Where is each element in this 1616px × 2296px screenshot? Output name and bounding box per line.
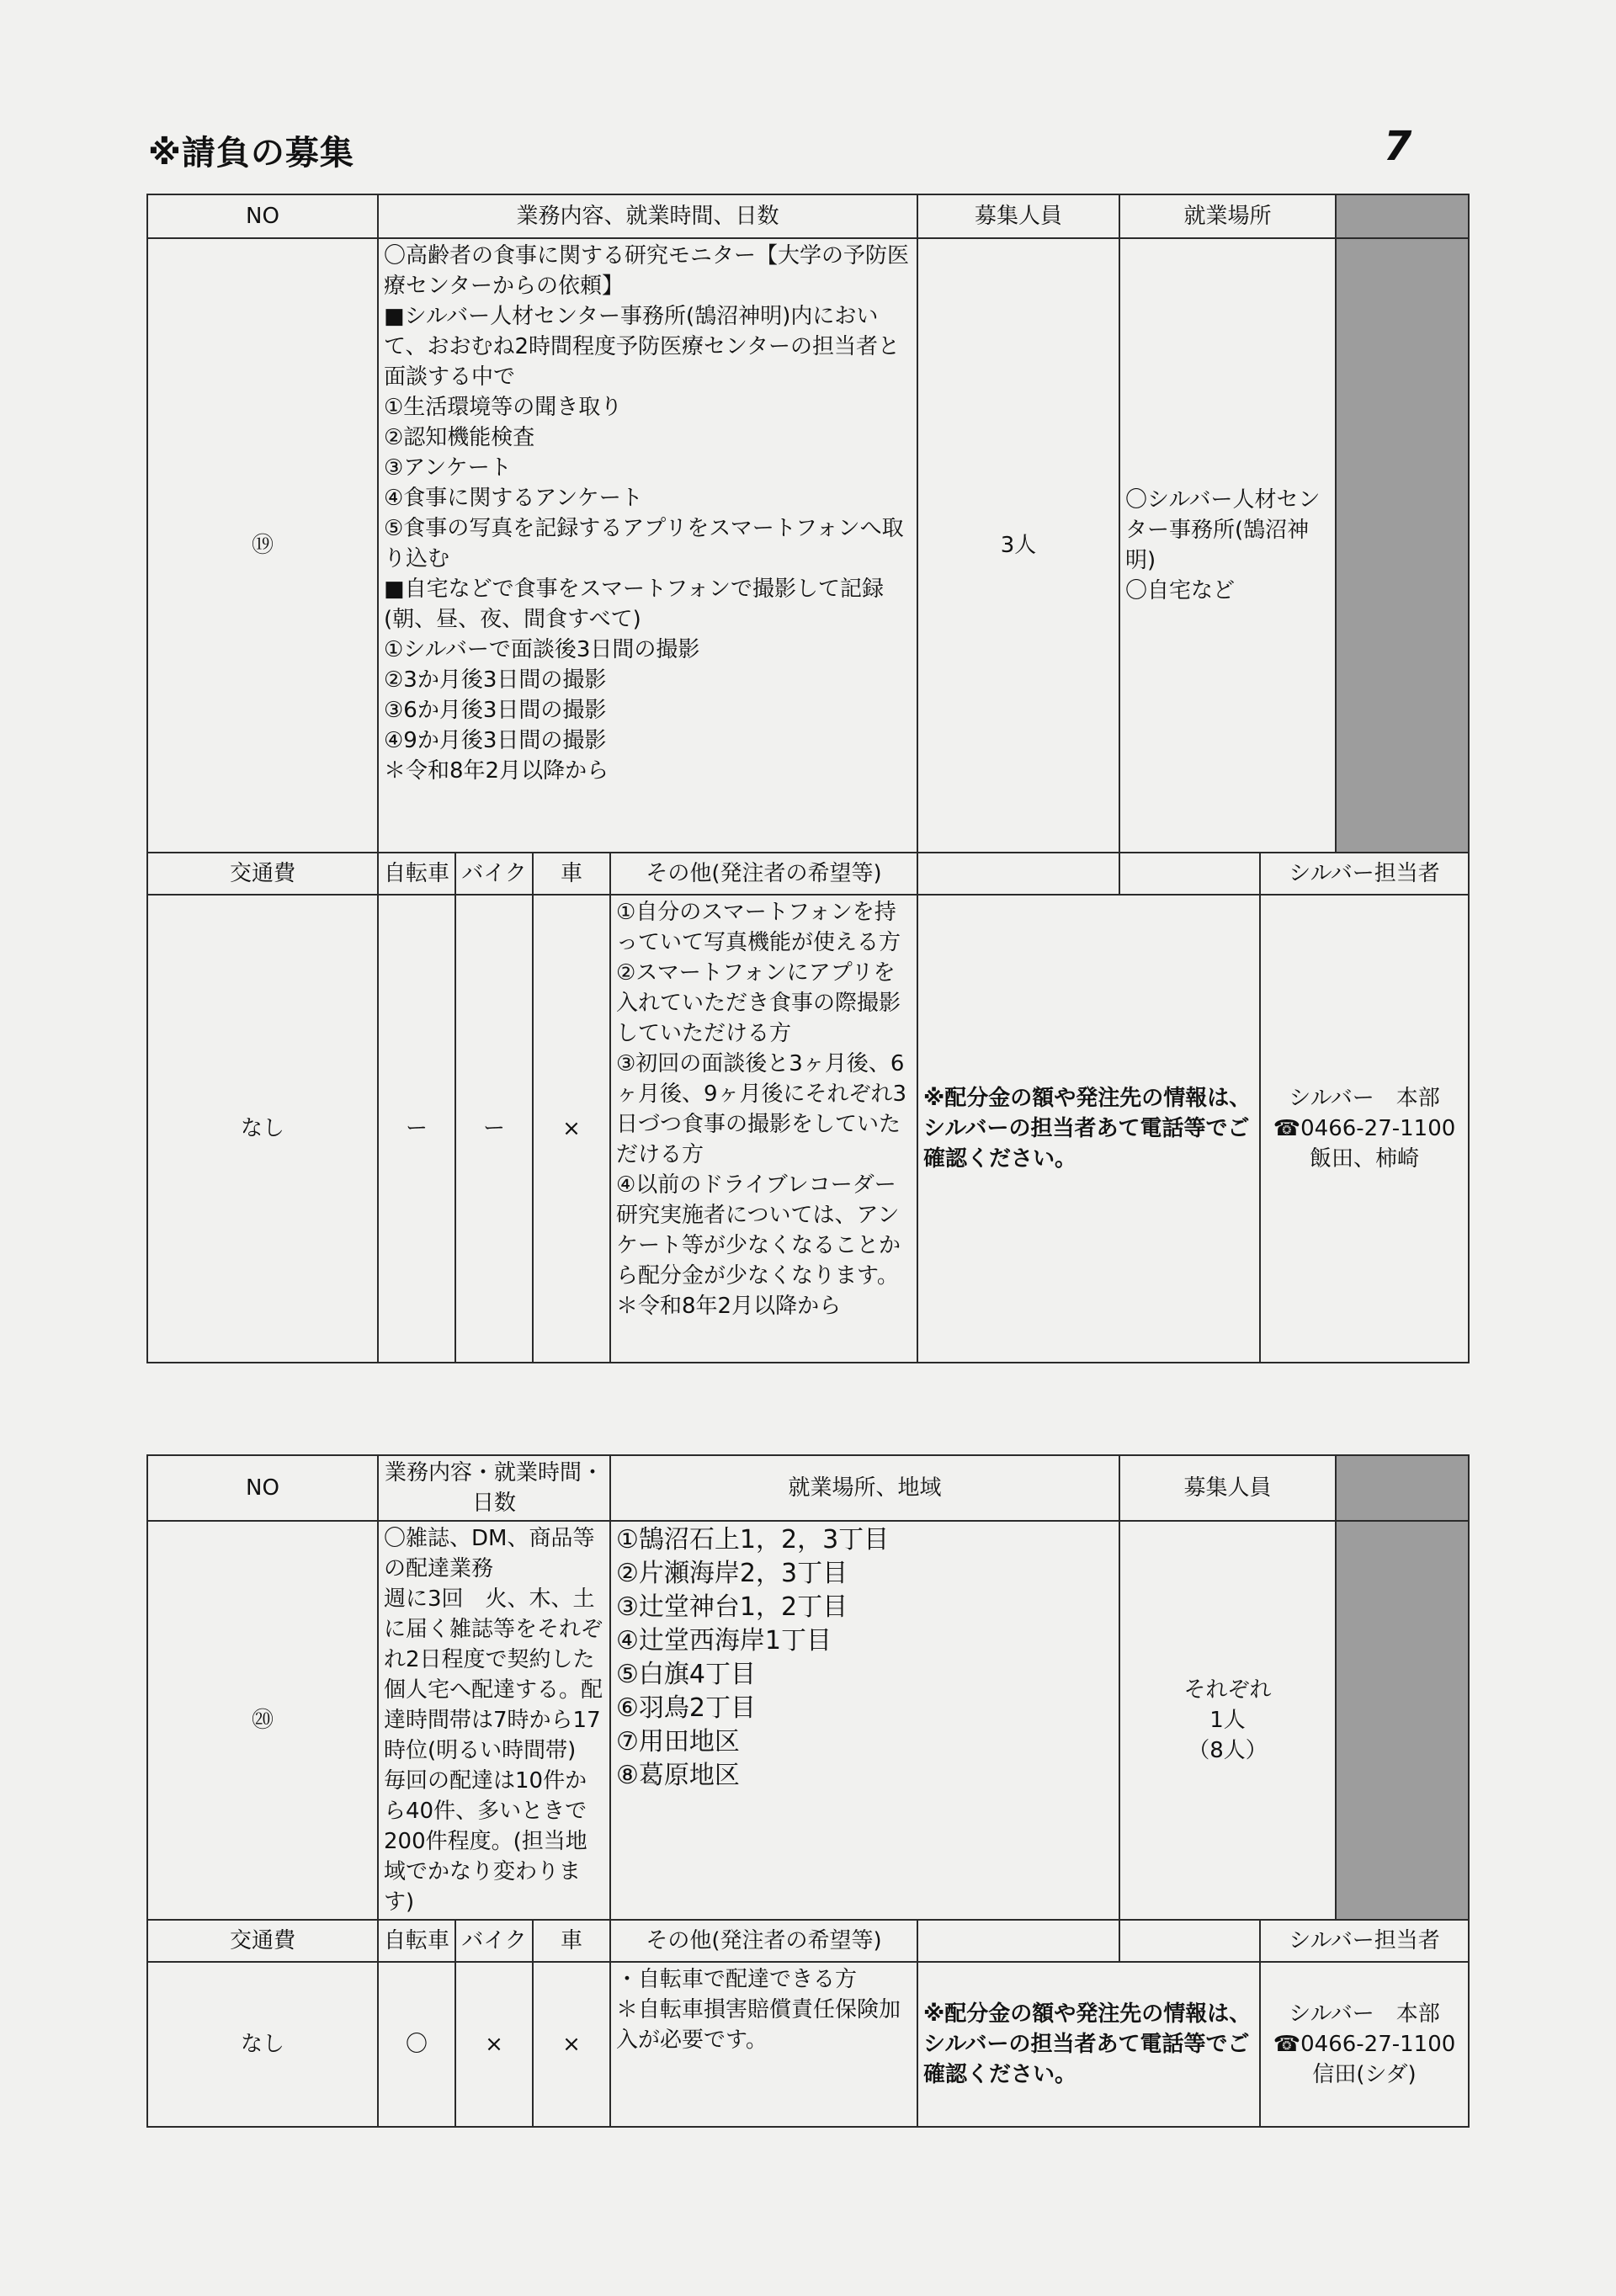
bicycle-value: 〇 [378, 1962, 455, 2127]
bike-value: ー [455, 895, 533, 1363]
car-value: × [533, 895, 610, 1363]
header-recruit: 募集人員 [917, 194, 1119, 238]
sub-header-bicycle: 自転車 [378, 853, 455, 895]
sub-header-bicycle: 自転車 [378, 1920, 455, 1962]
work-place: 〇シルバー人材センター事務所(鵠沼神明) 〇自宅など [1119, 238, 1336, 853]
other-requirements: ①自分のスマートフォンを持っていて写真機能が使える方 ②スマートフォンにアプリを入れていただき食事の際撮影していただける方 ③初回の面談後と3ヶ月後、6ヶ月後、9ヶ月後にそれぞれ3日づつ食事の撮影をしていただける方 ④以前のドライブレコーダー研究実施者については、アンケート等が少なくなることから配分金が少なくなります。 ＊令和8年2月以降から [610, 895, 917, 1363]
sub-header-other: その他(発注者の希望等) [610, 1920, 917, 1962]
transport-value: なし [147, 1962, 378, 2127]
blank-cell [917, 1920, 1119, 1962]
header-recruit: 募集人員 [1119, 1455, 1336, 1521]
staff-contact: シルバー 本部 ☎0466-27-1100 飯田、柿崎 [1260, 895, 1469, 1363]
page-number: 7 [1384, 123, 1412, 170]
header-place: 就業場所、地域 [610, 1455, 1119, 1521]
blank-cell [1119, 853, 1260, 895]
job-content: 〇高齢者の食事に関する研究モニター【大学の予防医療センターからの依頼】 ■シルバー人材センター事務所(鵠沼神明)内において、おおむね2時間程度予防医療センターの担当者と面談する中で ①生活環境等の聞き取り ②認知機能検査 ③アンケート ④食事に関するアンケート ⑤食事の写真を記録するアプリをスマートフォンへ取り込む ■自宅などで食事をスマートフォンで撮影して記録(朝、昼、夜、間食すべて) ①シルバーで面談後3日間の撮影 ②3か月後3日間の撮影 ③6か月後3日間の撮影 ④9か月後3日間の撮影 ＊令和8年2月以降から [378, 238, 917, 853]
sub-header-other: その他(発注者の希望等) [610, 853, 917, 895]
area-item: ③辻堂神台1，2丁目 [616, 1592, 848, 1622]
sub-header-bike: バイク [455, 1920, 533, 1962]
job-number: ⑲ [147, 238, 378, 853]
staff-contact: シルバー 本部 ☎0466-27-1100 信田(シダ) [1260, 1962, 1469, 2127]
gray-header-cell [1336, 1455, 1469, 1521]
sub-header-transport: 交通費 [147, 853, 378, 895]
area-item: ⑤白旗4丁目 [616, 1660, 756, 1689]
gray-body-cell [1336, 238, 1469, 853]
area-item: ①鵠沼石上1，2，3丁目 [616, 1525, 890, 1555]
job-19-table [146, 194, 1470, 1363]
area-item: ②片瀬海岸2，3丁目 [616, 1559, 848, 1588]
job-number: ⑳ [147, 1521, 378, 1920]
recruit-count: 3人 [917, 238, 1119, 853]
contact-note: ※配分金の額や発注先の情報は、シルバーの担当者あて電話等でご確認ください。 [917, 895, 1260, 1363]
area-item: ⑧葛原地区 [616, 1761, 740, 1790]
transport-value: なし [147, 895, 378, 1363]
sub-header-car: 車 [533, 1920, 610, 1962]
contact-note: ※配分金の額や発注先の情報は、シルバーの担当者あて電話等でご確認ください。 [917, 1962, 1260, 2127]
sub-header-staff: シルバー担当者 [1260, 1920, 1469, 1962]
area-item: ④辻堂西海岸1丁目 [616, 1626, 832, 1656]
area-list [610, 1521, 1119, 1920]
gray-header-cell [1336, 194, 1469, 238]
car-value: × [533, 1962, 610, 2127]
header-content: 業務内容、就業時間、日数 [378, 194, 917, 238]
header-no: NO [147, 1455, 378, 1521]
sub-header-staff: シルバー担当者 [1260, 853, 1469, 895]
sub-header-bike: バイク [455, 853, 533, 895]
sub-header-transport: 交通費 [147, 1920, 378, 1962]
bike-value: × [455, 1962, 533, 2127]
job-20-table [146, 1454, 1470, 2128]
other-requirements: ・自転車で配達できる方 ＊自転車損害賠償責任保険加入が必要です。 [610, 1962, 917, 2127]
header-no: NO [147, 194, 378, 238]
page-title: ※請負の募集 [148, 134, 354, 173]
bicycle-value: ー [378, 895, 455, 1363]
header-content: 業務内容・就業時間・日数 [378, 1455, 610, 1521]
area-item: ⑥羽鳥2丁目 [616, 1693, 756, 1723]
area-item: ⑦用田地区 [616, 1727, 740, 1757]
blank-cell [1119, 1920, 1260, 1962]
job-content: 〇雑誌、DM、商品等の配達業務 週に3回 火、木、土に届く雑誌等をそれぞれ2日程度で契約した個人宅へ配達する。配達時間帯は7時から17時位(明るい時間帯) 毎回の配達は10件から40件、多いときで200件程度。(担当地域でかなり変わります) [378, 1521, 610, 1920]
header-place: 就業場所 [1119, 194, 1336, 238]
recruit-count: それぞれ 1人 （8人） [1119, 1521, 1336, 1920]
gray-body-cell [1336, 1521, 1469, 1920]
blank-cell [917, 853, 1119, 895]
sub-header-car: 車 [533, 853, 610, 895]
